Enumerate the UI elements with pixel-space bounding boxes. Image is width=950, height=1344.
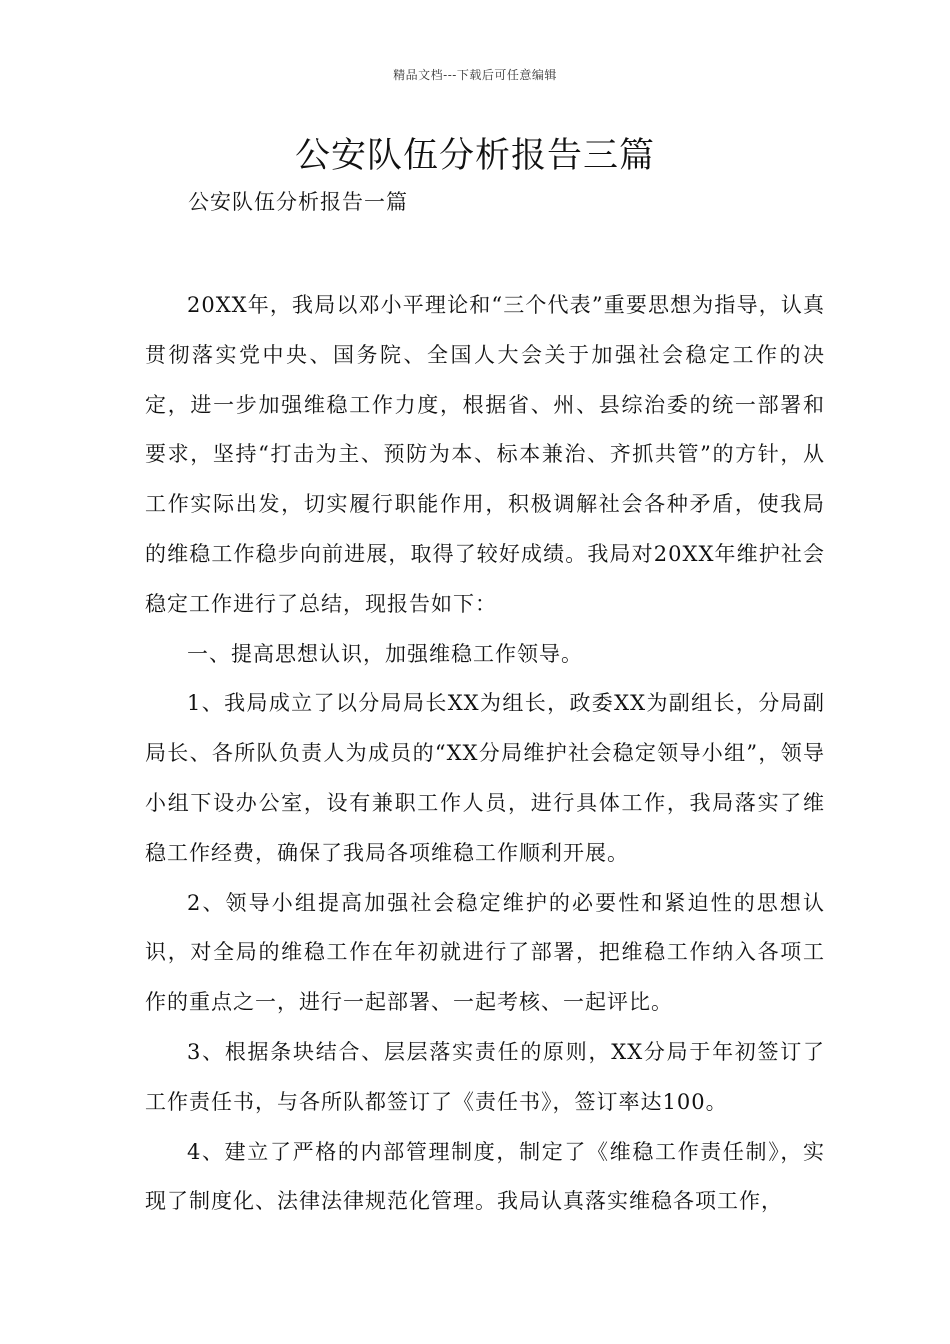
paragraph-item-1: 1、我局成立了以分局局长XX为组长，政委XX为副组长，分局副局长、各所队负责人为成员的“XX分局维护社会稳定领导小组”，领导小组下设办公室，设有兼职工作人员，进行具体工作，我局落实了维稳工作经费，确保了我局各项维稳工作顺利开展。 xyxy=(145,691,825,865)
paragraph-section-heading: 一、提高思想认识，加强维稳工作领导。 xyxy=(187,641,583,666)
document-subtitle: 公安队伍分析报告一篇 xyxy=(188,190,408,214)
document-body xyxy=(145,281,825,1227)
paragraph-item-3: 3、根据条块结合、层层落实责任的原则，XX分局于年初签订了工作责任书，与各所队都签订了《责任书》，签订率达100。 xyxy=(145,1039,825,1114)
header-note: 精品文档---下载后可任意编辑 xyxy=(393,68,557,82)
paragraph-intro: 20XX年，我局以邓小平理论和“三个代表”重要思想为指导，认真贯彻落实党中央、国务院、全国人大会关于加强社会稳定工作的决定，进一步加强维稳工作力度，根据省、州、县综治委的统一部署和要求，坚持“打击为主、预防为本、标本兼治、齐抓共管”的方针，从工作实际出发，切实履行职能作用，积极调解社会各种矛盾，使我局的维稳工作稳步向前进展，取得了较好成绩。我局对20XX年维护社会稳定工作进行了总结，现报告如下： xyxy=(145,293,825,616)
paragraph-item-4: 4、建立了严格的内部管理制度，制定了《维稳工作责任制》，实现了制度化、法律法律规范化管理。我局认真落实维稳各项工作， xyxy=(145,1139,825,1214)
document-title: 公安队伍分析报告三篇 xyxy=(294,136,655,176)
paragraph-item-2: 2、领导小组提高加强社会稳定维护的必要性和紧迫性的思想认识，对全局的维稳工作在年初就进行了部署，把维稳工作纳入各项工作的重点之一，进行一起部署、一起考核、一起评比。 xyxy=(145,890,825,1015)
